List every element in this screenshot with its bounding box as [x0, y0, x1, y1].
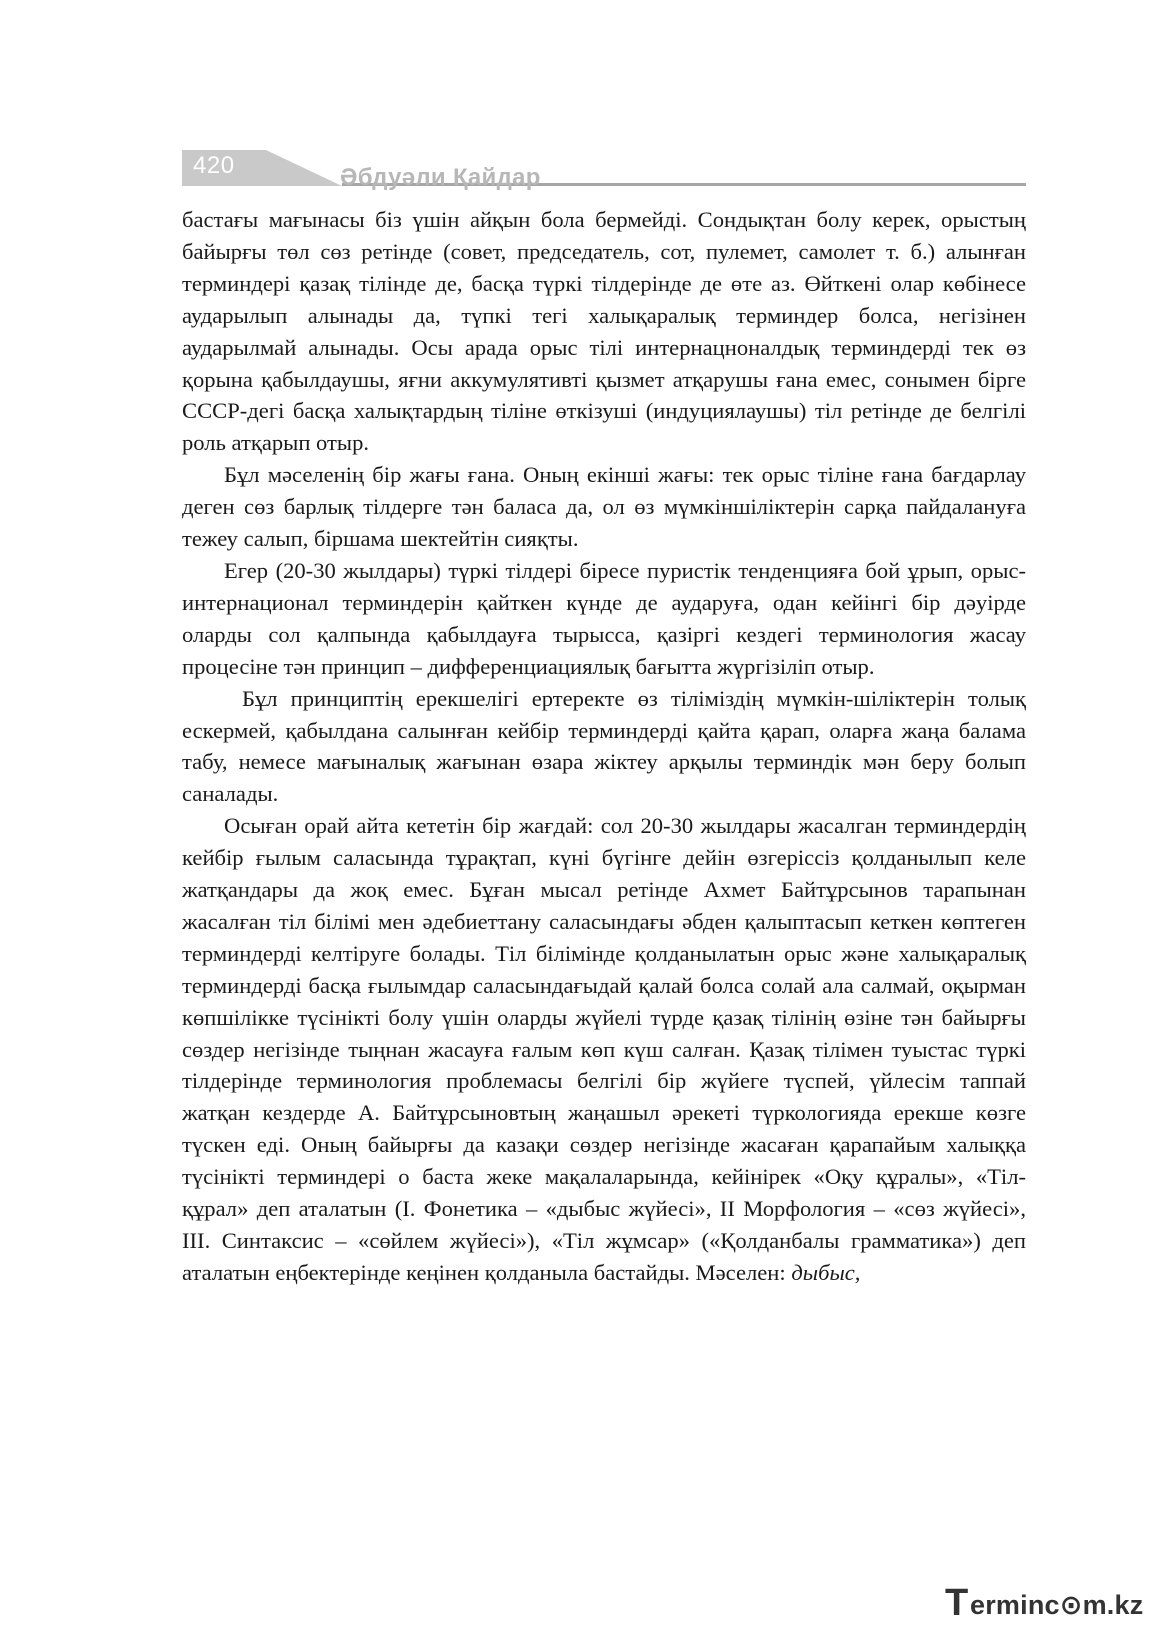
italic-term: дыбыс, — [791, 1259, 861, 1285]
paragraph-5 — [182, 810, 1026, 1289]
watermark-lead-letter: T — [945, 1582, 969, 1624]
watermark-text: erminc⊙m.kz — [970, 1590, 1144, 1620]
page-number: 420 — [193, 152, 235, 179]
running-title: Әбдуәли Қайдар — [340, 164, 541, 191]
body-text — [182, 204, 1026, 1289]
page-header — [182, 150, 1026, 196]
site-watermark — [945, 1582, 1144, 1624]
paragraph-4: Бұл принциптің ерекшелігі ертеректе өз тіліміздің мүмкін-шіліктерін толық ескермей, қабылдана салынған кейбір терминдерді қайта қарап, оларға жаңа балама табу, немесе мағыналық жағынан өзара жіктеу арқылы терминдік мән беру болып саналады. — [182, 685, 1026, 807]
header-tab-shape — [182, 150, 1026, 196]
paragraph-1: бастағы мағынасы біз үшін айқын бола бермейді. Сондықтан болу керек, орыстың байырғы төл сөз ретінде (совет, председатель, сот, пулемет, самолет т. б.) алынған терминдері қазақ тілінде де, басқа түркі тілдерінде де өте аз. Өйткені олар көбінесе аударылып алынады да, түпкі тегі халықаралық терминдер болса, негізінен аударылмай алынады. Осы арада орыс тілі интернацноналдық терминдерді тек өз қорына қабылдаушы, яғни аккумулятивті қызмет атқарушы ғана емес, сонымен бірге СССР-дегі басқа халықтардың тіліне өткізуші (индуциялаушы) тіл ретінде де белгілі роль атқарып отыр. — [182, 207, 1026, 456]
paragraph-5-text: Осыған орай айта кететін бір жағдай: сол 20-30 жылдары жасалган терминдердің кейбір ғылым саласында тұрақтап, күні бүгінге дейін өзгеріссіз қолданылып келе жатқандары да жоқ емес. Бұған мысал ретінде Ахмет Байтұрсынов тарапынан жасалған тіл білімі мен әдебиеттану саласындағы әбден қалыптасып кеткен көптеген терминдерді келтіруге болады. Тіл білімінде қолданылатын орыс және халықаралық терминдерді басқа ғылымдар саласындағыдай қалай болса солай ала салмай, оқырман көпшілікке түсінікті болу үшін оларды жүйелі түрде қазақ тілінің өзіне тән байырғы сөздер негізінде тыңнан жасауға ғалым көп күш салған. Қазақ тілімен туыстас түркі тілдерінде терминология проблемасы белгілі бір жүйеге түспей, үйлесім таппай жатқан кездерде А. Байтұрсыновтың жаңашыл әрекеті түркологияда ерекше көзге түскен еді. Оның байырғы да казақи сөздер негізінде жасаған қарапайым халыққа түсінікті терминдері о баста жеке мақалаларында, кейінірек «Оқу құралы», «Тіл-құрал» деп аталатын (I. Фонетика – «дыбыс жүйесі», II Морфология – «сөз жүйесі», III. Синтаксис – «сөйлем жүйесі»), «Тіл жұмсар» («Қолданбалы грамматика») деп аталатын еңбектерінде кеңінен қолданыла бастайды. Мәселен: — [182, 813, 1026, 1285]
paragraph-3: Егер (20-30 жылдары) түркі тілдері біресе пуристік тенденцияға бой ұрып, орыс-интернационал терминдерін қайткен күнде де аударуға, одан кейінгі бір дәуірде оларды сол қалпында қабылдауға тырысса, қазіргі кездегі терминология жасау процесіне тән принцип – дифференциациялық бағытта жүргізіліп отыр. — [182, 557, 1026, 679]
paragraph-2: Бұл мәселенің бір жағы ғана. Оның екінші жағы: тек орыс тіліне ғана бағдарлау деген сөз барлық тілдерге тән баласа да, ол өз мүмкіншіліктерін сарқа пайдалануға тежеу салып, біршама шектейтін сияқты. — [182, 462, 1026, 552]
